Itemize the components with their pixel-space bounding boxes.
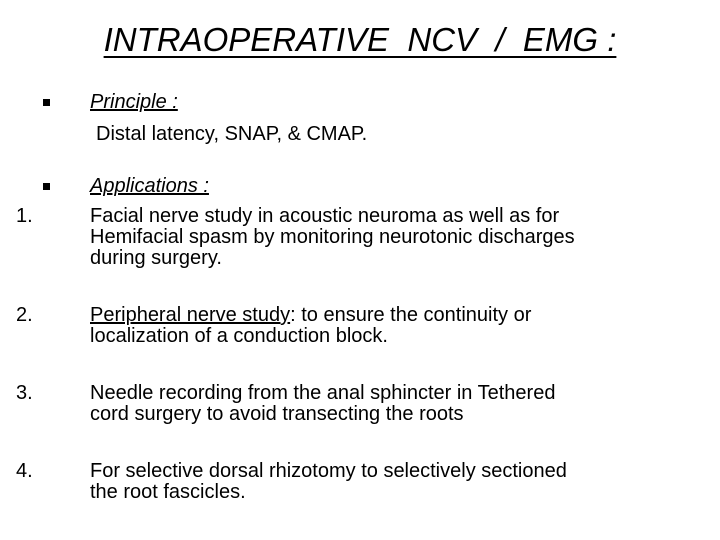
principle-heading: Principle :	[90, 91, 178, 113]
list-item-line: localization of a conduction block.	[90, 325, 388, 347]
list-item-line: the root fascicles.	[90, 481, 246, 503]
principle-bullet-icon	[43, 99, 50, 106]
list-item-number: 4.	[16, 460, 33, 482]
principle-text: Distal latency, SNAP, & CMAP.	[96, 123, 368, 145]
applications-bullet-icon	[43, 183, 50, 190]
list-item-number: 3.	[16, 382, 33, 404]
applications-heading: Applications :	[90, 175, 209, 197]
list-item-line-rest: : to ensure the continuity or	[290, 304, 532, 326]
list-item	[90, 206, 690, 269]
list-item	[90, 383, 690, 425]
list-item-line: cord surgery to avoid transecting the roots	[90, 403, 464, 425]
list-item-line	[90, 305, 690, 326]
list-item	[90, 461, 690, 503]
slide-title: INTRAOPERATIVE NCV / EMG :	[103, 21, 617, 58]
list-item-number: 1.	[16, 205, 33, 227]
list-item-line: Hemifacial spasm by monitoring neurotonic discharges	[90, 226, 575, 248]
list-item	[90, 305, 690, 347]
list-item-line: during surgery.	[90, 247, 222, 269]
list-item-line: Facial nerve study in acoustic neuroma as well as for	[90, 205, 560, 227]
list-item-line: For selective dorsal rhizotomy to selectively sectioned	[90, 460, 567, 482]
peripheral-nerve-study-label: Peripheral nerve study	[90, 304, 291, 326]
list-item-number: 2.	[16, 304, 33, 326]
list-item-line: Needle recording from the anal sphincter in Tethered	[90, 382, 556, 404]
